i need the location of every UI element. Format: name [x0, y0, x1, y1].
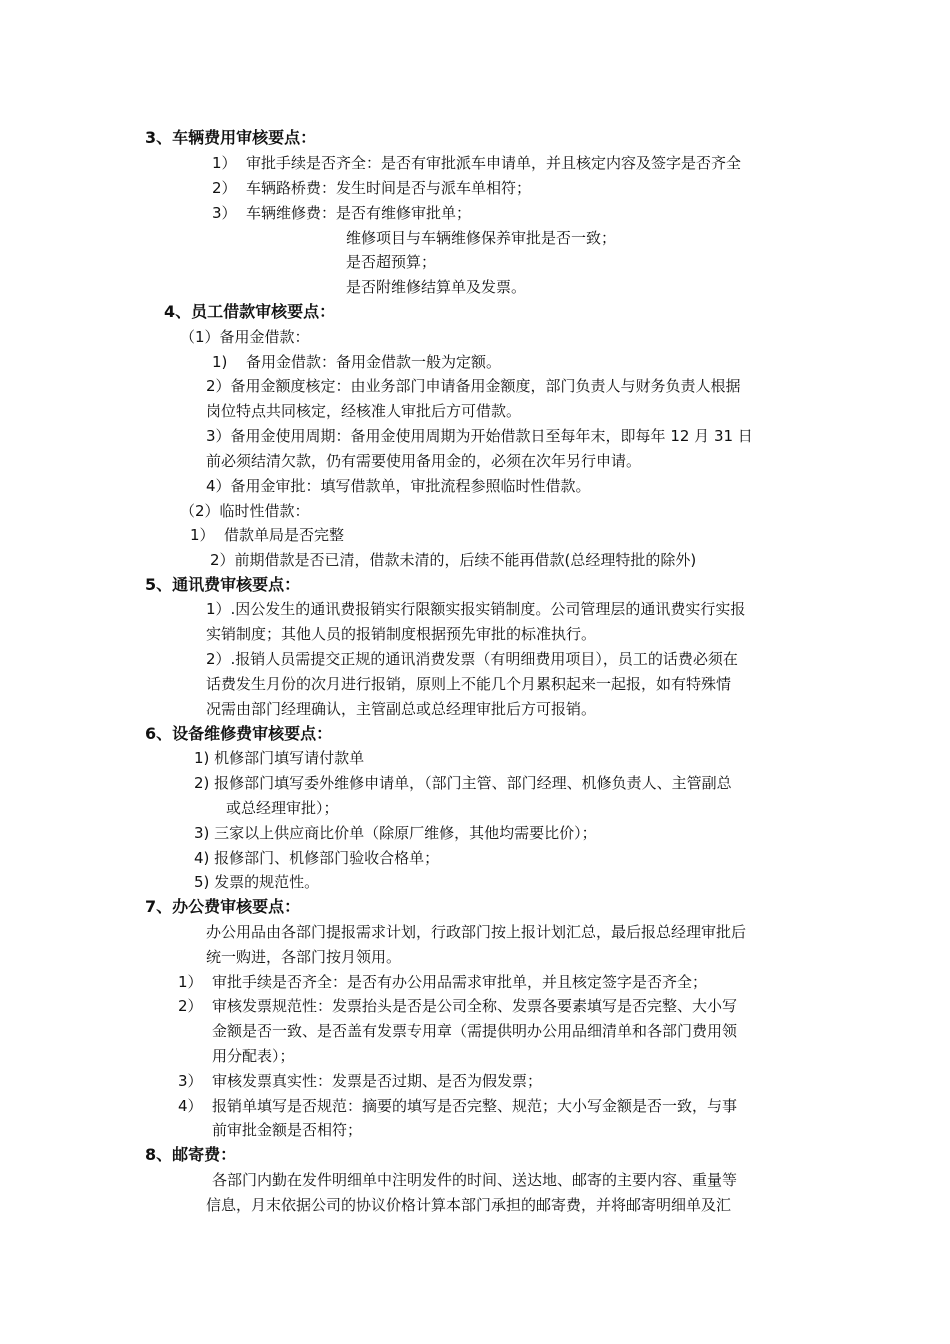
list-number: 3） [212, 204, 237, 222]
list-item-continuation: 或总经理审批）； [226, 799, 339, 817]
list-number: 3） [178, 1072, 203, 1090]
section-6-title: 6、设备维修费审核要点： [145, 724, 333, 743]
list-item: 审批手续是否齐全：是否有审批派车申请单，并且核定内容及签字是否齐全 [246, 154, 742, 172]
list-item-continuation: 是否超预算； [346, 253, 437, 271]
list-item-continuation: 前审批金额是否相符； [212, 1121, 363, 1139]
list-item-continuation: 况需由部门经理确认，主管副总或总经理审批后方可报销。 [206, 700, 597, 718]
paragraph-continuation: 统一购进，各部门按月领用。 [206, 948, 402, 966]
list-item: 2）.报销人员需提交正规的通讯消费发票（有明细费用项目），员工的话费必须在 [206, 650, 738, 668]
paragraph: 办公用品由各部门提报需求计划，行政部门按上报计划汇总，最后报总经理审批后 [206, 923, 747, 941]
section-3-title: 3、车辆费用审核要点： [145, 128, 317, 147]
list-item-continuation: 实销制度；其他人员的报销制度根据预先审批的标准执行。 [206, 625, 597, 643]
list-item: 2) 报修部门填写委外维修申请单，（部门主管、部门经理、机修负责人、主管副总 [194, 774, 732, 792]
list-item: 审核发票真实性：发票是否过期、是否为假发票； [212, 1072, 543, 1090]
section-7-title: 7、办公费审核要点： [145, 897, 301, 916]
section-4-title: 4、员工借款审核要点： [164, 302, 336, 321]
list-number: 1） [212, 154, 237, 172]
list-item: 借款单局是否完整 [224, 526, 345, 544]
list-item: 2）前期借款是否已清，借款未清的，后续不能再借款(总经理特批的除外) [210, 551, 697, 569]
list-item-continuation: 前必须结清欠款，仍有需要使用备用金的，必须在次年另行申请。 [206, 452, 642, 470]
list-item-continuation: 岗位特点共同核定，经核准人审批后方可借款。 [206, 402, 522, 420]
list-item: 报销单填写是否规范：摘要的填写是否完整、规范；大小写金额是否一致，与事 [212, 1097, 738, 1115]
list-number: 1） [178, 973, 203, 991]
list-number: 4） [178, 1097, 203, 1115]
paragraph: 各部门内勤在发件明细单中注明发件的时间、送达地、邮寄的主要内容、重量等 [212, 1171, 738, 1189]
section-8-title: 8、邮寄费： [145, 1145, 237, 1164]
list-item: 1) 机修部门填写请付款单 [194, 749, 365, 767]
list-item-continuation: 话费发生月份的次月进行报销，原则上不能几个月累积起来一起报，如有特殊情 [206, 675, 732, 693]
list-item: 4）备用金审批：填写借款单，审批流程参照临时性借款。 [206, 477, 591, 495]
list-number: 1) [212, 353, 228, 371]
list-item: 1）.因公发生的通讯费报销实行限额实报实销制度。公司管理层的通讯费实行实报 [206, 600, 746, 618]
list-item: 2）备用金额度核定：由业务部门申请备用金额度，部门负责人与财务负责人根据 [206, 377, 741, 395]
list-item-continuation: 金额是否一致、是否盖有发票专用章（需提供明办公用品细清单和各部门费用领 [212, 1022, 738, 1040]
list-item: 审批手续是否齐全：是否有办公用品需求审批单，并且核定签字是否齐全； [212, 973, 708, 991]
list-item: 车辆路桥费：发生时间是否与派车单相符； [246, 179, 532, 197]
list-item-continuation: 维修项目与车辆维修保养审批是否一致； [346, 229, 617, 247]
list-item: 5) 发票的规范性。 [194, 873, 320, 891]
paragraph-continuation: 信息，月末依据公司的协议价格计算本部门承担的邮寄费，并将邮寄明细单及汇 [206, 1196, 732, 1214]
list-number: 2） [178, 997, 203, 1015]
subsection-heading: （1）备用金借款： [180, 328, 310, 346]
list-item-continuation: 用分配表）； [212, 1047, 295, 1065]
subsection-heading: （2）临时性借款： [180, 502, 310, 520]
list-item: 3) 三家以上供应商比价单（除原厂维修，其他均需要比价）； [194, 824, 597, 842]
list-item-continuation: 是否附维修结算单及发票。 [346, 278, 527, 296]
list-number: 1） [190, 526, 215, 544]
list-item: 备用金借款：备用金借款一般为定额。 [246, 353, 502, 371]
list-number: 2） [212, 179, 237, 197]
list-item: 审核发票规范性：发票抬头是否是公司全称、发票各要素填写是否完整、大小写 [212, 997, 738, 1015]
list-item: 4) 报修部门、机修部门验收合格单； [194, 849, 440, 867]
section-5-title: 5、通讯费审核要点： [145, 575, 301, 594]
list-item: 3）备用金使用周期：备用金使用周期为开始借款日至每年末，即每年 12 月 31 日 [206, 427, 753, 445]
list-item: 车辆维修费：是否有维修审批单； [246, 204, 472, 222]
